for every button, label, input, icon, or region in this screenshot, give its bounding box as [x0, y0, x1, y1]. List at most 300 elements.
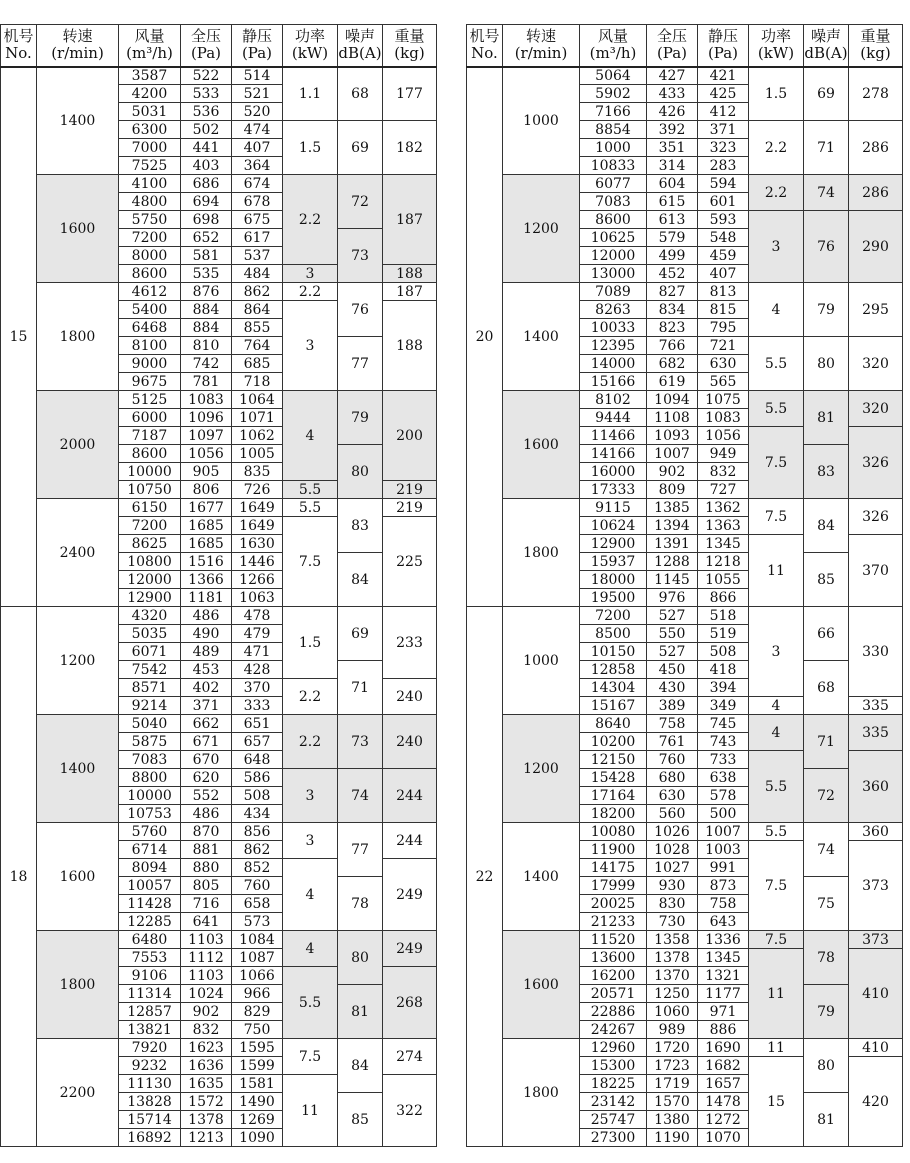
static-pressure-cell: 1066 [232, 967, 283, 985]
airflow-cell: 14175 [580, 859, 647, 877]
static-pressure-cell: 412 [698, 103, 749, 121]
table-body [1, 67, 437, 1147]
static-pressure-cell: 1657 [698, 1075, 749, 1093]
table-row [1, 715, 437, 733]
total-pressure-cell: 1108 [647, 409, 698, 427]
noise-cell: 83 [338, 499, 383, 553]
table-row [1, 499, 437, 517]
airflow-cell: 5902 [580, 85, 647, 103]
airflow-cell: 5750 [119, 211, 181, 229]
airflow-cell: 24267 [580, 1021, 647, 1039]
static-pressure-cell: 428 [232, 661, 283, 679]
noise-cell: 69 [804, 67, 849, 121]
noise-cell: 81 [804, 391, 849, 445]
static-pressure-cell: 508 [232, 787, 283, 805]
airflow-cell: 8625 [119, 535, 181, 553]
noise-cell: 79 [338, 391, 383, 445]
noise-cell: 80 [804, 1039, 849, 1093]
total-pressure-cell: 1027 [647, 859, 698, 877]
weight-cell: 219 [383, 481, 437, 499]
power-cell: 2.2 [283, 679, 338, 715]
static-pressure-cell: 370 [232, 679, 283, 697]
weight-cell: 320 [849, 337, 903, 391]
header-noise: 噪声 dB(A) [804, 25, 849, 67]
total-pressure-cell: 1570 [647, 1093, 698, 1111]
power-cell: 2.2 [749, 175, 804, 211]
total-pressure-cell: 1380 [647, 1111, 698, 1129]
airflow-cell: 10150 [580, 643, 647, 661]
static-pressure-cell: 418 [698, 661, 749, 679]
total-pressure-cell: 1370 [647, 967, 698, 985]
static-pressure-cell: 1649 [232, 517, 283, 535]
static-pressure-cell: 971 [698, 1003, 749, 1021]
power-cell: 4 [749, 715, 804, 751]
power-cell: 3 [749, 607, 804, 697]
model-number-cell: 15 [1, 67, 37, 607]
speed-cell: 1600 [503, 931, 580, 1039]
noise-cell: 79 [804, 985, 849, 1039]
power-cell: 11 [283, 1075, 338, 1147]
static-pressure-cell: 743 [698, 733, 749, 751]
power-cell: 2.2 [283, 283, 338, 301]
airflow-cell: 7187 [119, 427, 181, 445]
power-cell: 3 [283, 823, 338, 859]
static-pressure-cell: 1269 [232, 1111, 283, 1129]
static-pressure-cell: 1055 [698, 571, 749, 589]
airflow-cell: 13000 [580, 265, 647, 283]
airflow-cell: 5760 [119, 823, 181, 841]
power-cell: 5.5 [283, 499, 338, 517]
speed-cell: 1400 [503, 823, 580, 931]
airflow-cell: 4612 [119, 283, 181, 301]
noise-cell: 68 [338, 67, 383, 121]
total-pressure-cell: 351 [647, 139, 698, 157]
airflow-cell: 5125 [119, 391, 181, 409]
power-cell: 1.5 [283, 121, 338, 175]
power-cell: 7.5 [749, 427, 804, 499]
total-pressure-cell: 1083 [181, 391, 232, 409]
model-number-cell: 22 [467, 607, 503, 1147]
power-cell: 2.2 [283, 715, 338, 769]
static-pressure-cell: 593 [698, 211, 749, 229]
noise-cell: 74 [804, 175, 849, 211]
static-pressure-cell: 721 [698, 337, 749, 355]
total-pressure-cell: 1190 [647, 1129, 698, 1147]
power-cell: 5.5 [749, 337, 804, 391]
total-pressure-cell: 489 [181, 643, 232, 661]
airflow-cell: 16000 [580, 463, 647, 481]
noise-cell: 71 [804, 121, 849, 175]
total-pressure-cell: 314 [647, 157, 698, 175]
airflow-cell: 8100 [119, 337, 181, 355]
airflow-cell: 22886 [580, 1003, 647, 1021]
weight-cell: 295 [849, 283, 903, 337]
airflow-cell: 10750 [119, 481, 181, 499]
noise-cell: 71 [804, 715, 849, 769]
static-pressure-cell: 471 [232, 643, 283, 661]
static-pressure-cell: 1003 [698, 841, 749, 859]
header-weight: 重量 (kg) [383, 25, 437, 67]
airflow-cell: 21233 [580, 913, 647, 931]
power-cell: 4 [283, 391, 338, 481]
airflow-cell: 13600 [580, 949, 647, 967]
airflow-cell: 23142 [580, 1093, 647, 1111]
airflow-cell: 15428 [580, 769, 647, 787]
airflow-cell: 5875 [119, 733, 181, 751]
table-row [467, 607, 903, 625]
weight-cell: 410 [849, 949, 903, 1039]
static-pressure-cell: 1063 [232, 589, 283, 607]
airflow-cell: 5035 [119, 625, 181, 643]
total-pressure-cell: 716 [181, 895, 232, 913]
fan-spec-table-left [0, 24, 437, 1147]
airflow-cell: 18225 [580, 1075, 647, 1093]
airflow-cell: 20025 [580, 895, 647, 913]
speed-cell: 1000 [503, 607, 580, 715]
weight-cell: 274 [383, 1039, 437, 1075]
airflow-cell: 19500 [580, 589, 647, 607]
total-pressure-cell: 1723 [647, 1057, 698, 1075]
total-pressure-cell: 392 [647, 121, 698, 139]
speed-cell: 1800 [503, 1039, 580, 1147]
noise-cell: 81 [804, 1093, 849, 1147]
static-pressure-cell: 813 [698, 283, 749, 301]
airflow-cell: 18000 [580, 571, 647, 589]
total-pressure-cell: 930 [647, 877, 698, 895]
static-pressure-cell: 508 [698, 643, 749, 661]
airflow-cell: 7200 [119, 517, 181, 535]
static-pressure-cell: 1084 [232, 931, 283, 949]
static-pressure-cell: 565 [698, 373, 749, 391]
total-pressure-cell: 976 [647, 589, 698, 607]
total-pressure-cell: 1636 [181, 1057, 232, 1075]
static-pressure-cell: 835 [232, 463, 283, 481]
total-pressure-cell: 427 [647, 67, 698, 85]
power-cell: 4 [283, 931, 338, 967]
total-pressure-cell: 1685 [181, 535, 232, 553]
airflow-cell: 6150 [119, 499, 181, 517]
total-pressure-cell: 1391 [647, 535, 698, 553]
speed-cell: 1200 [503, 175, 580, 283]
total-pressure-cell: 402 [181, 679, 232, 697]
static-pressure-cell: 1336 [698, 931, 749, 949]
total-pressure-cell: 490 [181, 625, 232, 643]
weight-cell: 370 [849, 535, 903, 607]
weight-cell: 240 [383, 679, 437, 715]
noise-cell: 80 [338, 931, 383, 985]
static-pressure-cell: 866 [698, 589, 749, 607]
static-pressure-cell: 1007 [698, 823, 749, 841]
power-cell: 7.5 [749, 841, 804, 931]
fan-spec-table-right [466, 24, 903, 1147]
total-pressure-cell: 452 [647, 265, 698, 283]
total-pressure-cell: 403 [181, 157, 232, 175]
total-pressure-cell: 781 [181, 373, 232, 391]
total-pressure-cell: 536 [181, 103, 232, 121]
airflow-cell: 12000 [580, 247, 647, 265]
noise-cell: 84 [804, 499, 849, 553]
weight-cell: 240 [383, 715, 437, 769]
static-pressure-cell: 1630 [232, 535, 283, 553]
total-pressure-cell: 686 [181, 175, 232, 193]
airflow-cell: 11900 [580, 841, 647, 859]
power-cell: 7.5 [749, 931, 804, 949]
power-cell: 15 [749, 1057, 804, 1147]
static-pressure-cell: 407 [698, 265, 749, 283]
weight-cell: 326 [849, 427, 903, 499]
total-pressure-cell: 641 [181, 913, 232, 931]
total-pressure-cell: 613 [647, 211, 698, 229]
airflow-cell: 8571 [119, 679, 181, 697]
static-pressure-cell: 425 [698, 85, 749, 103]
speed-cell: 2400 [37, 499, 119, 607]
speed-cell: 1800 [37, 283, 119, 391]
total-pressure-cell: 694 [181, 193, 232, 211]
airflow-cell: 15166 [580, 373, 647, 391]
airflow-cell: 8800 [119, 769, 181, 787]
total-pressure-cell: 1623 [181, 1039, 232, 1057]
airflow-cell: 7542 [119, 661, 181, 679]
static-pressure-cell: 1005 [232, 445, 283, 463]
weight-cell: 249 [383, 859, 437, 931]
airflow-cell: 6071 [119, 643, 181, 661]
static-pressure-cell: 1362 [698, 499, 749, 517]
speed-cell: 1800 [503, 499, 580, 607]
static-pressure-cell: 1345 [698, 535, 749, 553]
airflow-cell: 6468 [119, 319, 181, 337]
total-pressure-cell: 1093 [647, 427, 698, 445]
header-power: 功率 (kW) [283, 25, 338, 67]
static-pressure-cell: 1682 [698, 1057, 749, 1075]
noise-cell: 74 [804, 823, 849, 877]
weight-cell: 268 [383, 967, 437, 1039]
airflow-cell: 18200 [580, 805, 647, 823]
static-pressure-cell: 727 [698, 481, 749, 499]
airflow-cell: 10833 [580, 157, 647, 175]
weight-cell: 360 [849, 751, 903, 823]
static-pressure-cell: 1321 [698, 967, 749, 985]
total-pressure-cell: 502 [181, 121, 232, 139]
airflow-cell: 7089 [580, 283, 647, 301]
noise-cell: 83 [804, 445, 849, 499]
static-pressure-cell: 518 [698, 607, 749, 625]
weight-cell: 187 [383, 283, 437, 301]
static-pressure-cell: 500 [698, 805, 749, 823]
total-pressure-cell: 615 [647, 193, 698, 211]
total-pressure-cell: 830 [647, 895, 698, 913]
airflow-cell: 10057 [119, 877, 181, 895]
static-pressure-cell: 364 [232, 157, 283, 175]
airflow-cell: 12900 [119, 589, 181, 607]
weight-cell: 177 [383, 67, 437, 121]
header-power: 功率 (kW) [749, 25, 804, 67]
airflow-cell: 7920 [119, 1039, 181, 1057]
table-row [1, 175, 437, 193]
noise-cell: 69 [338, 121, 383, 175]
static-pressure-cell: 638 [698, 769, 749, 787]
total-pressure-cell: 1677 [181, 499, 232, 517]
noise-cell: 73 [338, 229, 383, 283]
airflow-cell: 9444 [580, 409, 647, 427]
total-pressure-cell: 1516 [181, 553, 232, 571]
airflow-cell: 9106 [119, 967, 181, 985]
airflow-cell: 7525 [119, 157, 181, 175]
total-pressure-cell: 810 [181, 337, 232, 355]
static-pressure-cell: 594 [698, 175, 749, 193]
header-no: 机号 No. [1, 25, 37, 67]
static-pressure-cell: 685 [232, 355, 283, 373]
static-pressure-cell: 519 [698, 625, 749, 643]
airflow-cell: 8600 [580, 211, 647, 229]
noise-cell: 84 [338, 553, 383, 607]
airflow-cell: 6480 [119, 931, 181, 949]
airflow-cell: 12858 [580, 661, 647, 679]
weight-cell: 335 [849, 697, 903, 715]
weight-cell: 278 [849, 67, 903, 121]
total-pressure-cell: 730 [647, 913, 698, 931]
noise-cell: 72 [338, 175, 383, 229]
model-number-cell: 20 [467, 67, 503, 607]
static-pressure-cell: 733 [698, 751, 749, 769]
airflow-cell: 11520 [580, 931, 647, 949]
airflow-cell: 25747 [580, 1111, 647, 1129]
weight-cell: 187 [383, 175, 437, 265]
airflow-cell: 12395 [580, 337, 647, 355]
static-pressure-cell: 718 [232, 373, 283, 391]
airflow-cell: 12000 [119, 571, 181, 589]
static-pressure-cell: 484 [232, 265, 283, 283]
airflow-cell: 13821 [119, 1021, 181, 1039]
airflow-cell: 8600 [119, 265, 181, 283]
airflow-cell: 17164 [580, 787, 647, 805]
static-pressure-cell: 548 [698, 229, 749, 247]
static-pressure-cell: 750 [232, 1021, 283, 1039]
static-pressure-cell: 1272 [698, 1111, 749, 1129]
static-pressure-cell: 1090 [232, 1129, 283, 1147]
airflow-cell: 15300 [580, 1057, 647, 1075]
static-pressure-cell: 323 [698, 139, 749, 157]
power-cell: 3 [283, 265, 338, 283]
noise-cell: 69 [338, 607, 383, 661]
static-pressure-cell: 862 [232, 283, 283, 301]
speed-cell: 1400 [37, 715, 119, 823]
total-pressure-cell: 989 [647, 1021, 698, 1039]
total-pressure-cell: 499 [647, 247, 698, 265]
static-pressure-cell: 855 [232, 319, 283, 337]
total-pressure-cell: 682 [647, 355, 698, 373]
airflow-cell: 9214 [119, 697, 181, 715]
speed-cell: 1200 [37, 607, 119, 715]
speed-cell: 1800 [37, 931, 119, 1039]
power-cell: 7.5 [283, 1039, 338, 1075]
header-weight: 重量 (kg) [849, 25, 903, 67]
noise-cell: 84 [338, 1039, 383, 1093]
static-pressure-cell: 1581 [232, 1075, 283, 1093]
total-pressure-cell: 1024 [181, 985, 232, 1003]
total-pressure-cell: 533 [181, 85, 232, 103]
total-pressure-cell: 535 [181, 265, 232, 283]
static-pressure-cell: 459 [698, 247, 749, 265]
airflow-cell: 9675 [119, 373, 181, 391]
airflow-cell: 8263 [580, 301, 647, 319]
header-no: 机号 No. [467, 25, 503, 67]
static-pressure-cell: 474 [232, 121, 283, 139]
speed-cell: 1000 [503, 67, 580, 175]
airflow-cell: 8640 [580, 715, 647, 733]
airflow-cell: 17999 [580, 877, 647, 895]
total-pressure-cell: 389 [647, 697, 698, 715]
total-pressure-cell: 1719 [647, 1075, 698, 1093]
airflow-cell: 13828 [119, 1093, 181, 1111]
table-row [467, 283, 903, 301]
total-pressure-cell: 671 [181, 733, 232, 751]
airflow-cell: 12960 [580, 1039, 647, 1057]
static-pressure-cell: 862 [232, 841, 283, 859]
total-pressure-cell: 806 [181, 481, 232, 499]
static-pressure-cell: 479 [232, 625, 283, 643]
speed-cell: 1600 [503, 391, 580, 499]
static-pressure-cell: 537 [232, 247, 283, 265]
static-pressure-cell: 1064 [232, 391, 283, 409]
static-pressure-cell: 407 [232, 139, 283, 157]
noise-cell: 78 [338, 877, 383, 931]
total-pressure-cell: 680 [647, 769, 698, 787]
total-pressure-cell: 827 [647, 283, 698, 301]
total-pressure-cell: 1056 [181, 445, 232, 463]
weight-cell: 244 [383, 823, 437, 859]
airflow-cell: 8600 [119, 445, 181, 463]
static-pressure-cell: 674 [232, 175, 283, 193]
static-pressure-cell: 758 [698, 895, 749, 913]
airflow-cell: 5400 [119, 301, 181, 319]
static-pressure-cell: 573 [232, 913, 283, 931]
weight-cell: 322 [383, 1075, 437, 1147]
total-pressure-cell: 522 [181, 67, 232, 85]
total-pressure-cell: 884 [181, 319, 232, 337]
power-cell: 2.2 [749, 121, 804, 175]
total-pressure-cell: 834 [647, 301, 698, 319]
airflow-cell: 8102 [580, 391, 647, 409]
total-pressure-cell: 1026 [647, 823, 698, 841]
weight-cell: 290 [849, 211, 903, 283]
table-row [467, 931, 903, 949]
airflow-cell: 15937 [580, 553, 647, 571]
airflow-cell: 12900 [580, 535, 647, 553]
total-pressure-cell: 450 [647, 661, 698, 679]
static-pressure-cell: 478 [232, 607, 283, 625]
total-pressure-cell: 1288 [647, 553, 698, 571]
total-pressure-cell: 1250 [647, 985, 698, 1003]
static-pressure-cell: 764 [232, 337, 283, 355]
total-pressure-cell: 486 [181, 805, 232, 823]
total-pressure-cell: 579 [647, 229, 698, 247]
airflow-cell: 10200 [580, 733, 647, 751]
total-pressure-cell: 371 [181, 697, 232, 715]
airflow-cell: 9000 [119, 355, 181, 373]
static-pressure-cell: 991 [698, 859, 749, 877]
noise-cell: 80 [338, 445, 383, 499]
static-pressure-cell: 1062 [232, 427, 283, 445]
static-pressure-cell: 1087 [232, 949, 283, 967]
total-pressure-cell: 1394 [647, 517, 698, 535]
static-pressure-cell: 1690 [698, 1039, 749, 1057]
static-pressure-cell: 1649 [232, 499, 283, 517]
table-row [1, 67, 437, 85]
static-pressure-cell: 1218 [698, 553, 749, 571]
noise-cell: 74 [338, 769, 383, 823]
total-pressure-cell: 1096 [181, 409, 232, 427]
static-pressure-cell: 864 [232, 301, 283, 319]
